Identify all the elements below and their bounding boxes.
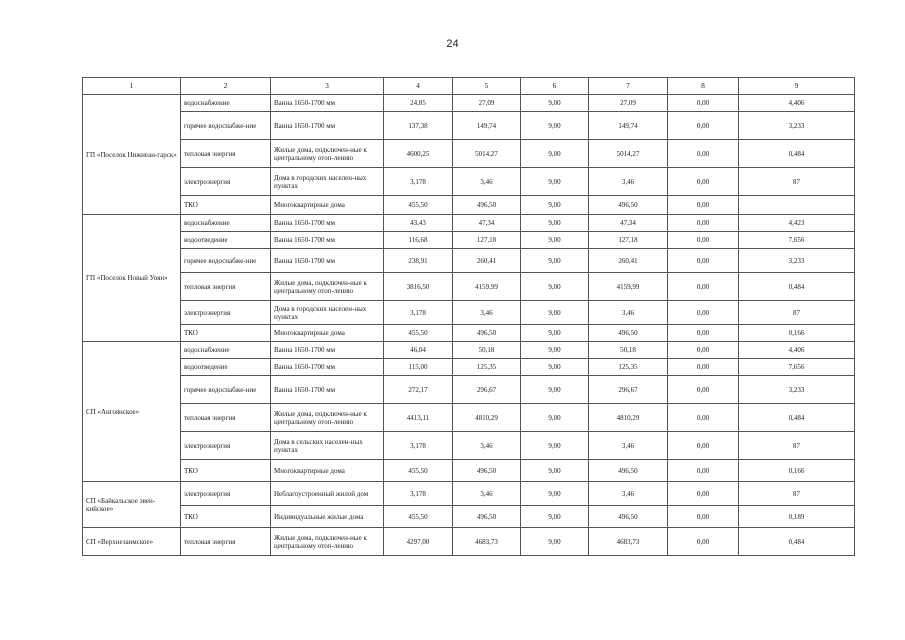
value-cell-v5: 125,35 (453, 359, 521, 376)
value-cell-v4: 455,50 (384, 460, 453, 482)
value-cell-v6: 9,00 (521, 432, 589, 460)
value-cell-v8: 0,00 (668, 506, 739, 528)
value-cell-v5: 496,50 (453, 325, 521, 342)
value-cell-v5: 4810,29 (453, 404, 521, 432)
value-cell-v5: 47,34 (453, 215, 521, 232)
service-cell: электроэнергия (181, 482, 271, 506)
value-cell-v4: 455,50 (384, 196, 453, 215)
category-cell: Ванна 1650-1700 мм (271, 215, 384, 232)
column-header: 5 (453, 78, 521, 95)
value-cell-v5: 496,50 (453, 196, 521, 215)
value-cell-v7: 4683,73 (589, 528, 668, 556)
value-cell-v4: 24,85 (384, 95, 453, 112)
value-cell-v8: 0,00 (668, 301, 739, 325)
table-row (83, 232, 855, 249)
value-cell-v8: 0,00 (668, 249, 739, 273)
value-cell-v6: 9,00 (521, 249, 589, 273)
value-cell-v9: 0,484 (739, 273, 855, 301)
value-cell-v8: 0,00 (668, 196, 739, 215)
service-cell: горячее водоснабже-ние (181, 376, 271, 404)
value-cell-v5: 50,18 (453, 342, 521, 359)
category-cell: Ванна 1650-1700 мм (271, 112, 384, 140)
value-cell-v9 (739, 196, 855, 215)
category-cell: Многоквартирные дома (271, 460, 384, 482)
service-cell: тепловая энергия (181, 528, 271, 556)
service-cell: электроэнергия (181, 301, 271, 325)
municipality-cell: СП «Байкальское эвен-кийское» (83, 482, 181, 528)
value-cell-v8: 0,00 (668, 273, 739, 301)
value-cell-v6: 9,00 (521, 359, 589, 376)
value-cell-v4: 455,50 (384, 506, 453, 528)
service-cell: водоотведение (181, 359, 271, 376)
table-row (83, 273, 855, 301)
table-header-row (83, 78, 855, 95)
value-cell-v7: 5014,27 (589, 140, 668, 168)
value-cell-v6: 9,00 (521, 112, 589, 140)
value-cell-v9: 0,166 (739, 460, 855, 482)
table-row (83, 215, 855, 232)
value-cell-v8: 0,00 (668, 359, 739, 376)
category-cell: Ванна 1650-1700 мм (271, 376, 384, 404)
value-cell-v7: 496,50 (589, 196, 668, 215)
table-row (83, 168, 855, 196)
value-cell-v9: 0,484 (739, 404, 855, 432)
table-row (83, 249, 855, 273)
value-cell-v7: 125,35 (589, 359, 668, 376)
municipality-cell: ГП «Поселок Новый Уоян» (83, 215, 181, 342)
service-cell: водоотведение (181, 232, 271, 249)
value-cell-v9: 4,406 (739, 95, 855, 112)
value-cell-v4: 3,178 (384, 432, 453, 460)
column-header: 2 (181, 78, 271, 95)
value-cell-v5: 3,46 (453, 168, 521, 196)
value-cell-v9: 7,656 (739, 232, 855, 249)
table-body (83, 95, 855, 556)
service-cell: ТКО (181, 325, 271, 342)
category-cell: Ванна 1650-1700 мм (271, 95, 384, 112)
value-cell-v7: 3,46 (589, 432, 668, 460)
service-cell: водоснабжение (181, 215, 271, 232)
value-cell-v5: 127,18 (453, 232, 521, 249)
value-cell-v4: 4413,11 (384, 404, 453, 432)
value-cell-v7: 47,34 (589, 215, 668, 232)
value-cell-v4: 46,04 (384, 342, 453, 359)
value-cell-v9: 0,166 (739, 325, 855, 342)
value-cell-v8: 0,00 (668, 342, 739, 359)
category-cell: Дома в городских населен-ных пунктах (271, 168, 384, 196)
value-cell-v5: 496,50 (453, 460, 521, 482)
value-cell-v4: 43,43 (384, 215, 453, 232)
category-cell: Дома в сельских населен-ных пунктах (271, 432, 384, 460)
value-cell-v6: 9,00 (521, 404, 589, 432)
municipality-cell: СП «Ангоянское» (83, 342, 181, 482)
value-cell-v7: 4810,29 (589, 404, 668, 432)
value-cell-v5: 3,46 (453, 482, 521, 506)
service-cell: горячее водоснабже-ние (181, 249, 271, 273)
service-cell: тепловая энергия (181, 404, 271, 432)
value-cell-v5: 496,50 (453, 506, 521, 528)
category-cell: Многоквартирные дома (271, 325, 384, 342)
value-cell-v6: 9,00 (521, 232, 589, 249)
value-cell-v6: 9,00 (521, 342, 589, 359)
value-cell-v4: 3,178 (384, 301, 453, 325)
value-cell-v9: 3,233 (739, 249, 855, 273)
value-cell-v9: 87 (739, 301, 855, 325)
value-cell-v7: 496,50 (589, 506, 668, 528)
value-cell-v5: 27,09 (453, 95, 521, 112)
value-cell-v4: 272,17 (384, 376, 453, 404)
category-cell: Многоквартирные дома (271, 196, 384, 215)
municipality-cell: ГП «Поселок Нижнеан-гарск» (83, 95, 181, 215)
table-row (83, 342, 855, 359)
value-cell-v5: 4159,99 (453, 273, 521, 301)
service-cell: водоснабжение (181, 95, 271, 112)
category-cell: Жилые дома, подключен-ные к центральному отоп-лению (271, 273, 384, 301)
table-row (83, 460, 855, 482)
category-cell: Ванна 1650-1700 мм (271, 249, 384, 273)
value-cell-v7: 3,46 (589, 301, 668, 325)
service-cell: горячее водоснабже-ние (181, 112, 271, 140)
value-cell-v6: 9,00 (521, 460, 589, 482)
value-cell-v8: 0,00 (668, 482, 739, 506)
value-cell-v6: 9,00 (521, 273, 589, 301)
value-cell-v7: 27,09 (589, 95, 668, 112)
value-cell-v7: 296,67 (589, 376, 668, 404)
column-header: 8 (668, 78, 739, 95)
column-header: 9 (739, 78, 855, 95)
column-header: 3 (271, 78, 384, 95)
value-cell-v4: 455,50 (384, 325, 453, 342)
column-header: 6 (521, 78, 589, 95)
column-header: 1 (83, 78, 181, 95)
value-cell-v9: 87 (739, 482, 855, 506)
value-cell-v9: 4,423 (739, 215, 855, 232)
value-cell-v8: 0,00 (668, 140, 739, 168)
value-cell-v4: 116,68 (384, 232, 453, 249)
table-row (83, 301, 855, 325)
table-row (83, 404, 855, 432)
table-row (83, 112, 855, 140)
table-row (83, 528, 855, 556)
value-cell-v8: 0,00 (668, 528, 739, 556)
value-cell-v9: 0,484 (739, 528, 855, 556)
value-cell-v6: 9,00 (521, 168, 589, 196)
value-cell-v5: 4683,73 (453, 528, 521, 556)
table-row (83, 506, 855, 528)
service-cell: электроэнергия (181, 432, 271, 460)
value-cell-v9: 7,656 (739, 359, 855, 376)
table-row (83, 376, 855, 404)
service-cell: ТКО (181, 460, 271, 482)
value-cell-v6: 9,00 (521, 376, 589, 404)
table-row (83, 196, 855, 215)
value-cell-v9: 3,233 (739, 376, 855, 404)
value-cell-v7: 50,18 (589, 342, 668, 359)
value-cell-v7: 3,46 (589, 168, 668, 196)
value-cell-v6: 9,00 (521, 528, 589, 556)
value-cell-v6: 9,00 (521, 196, 589, 215)
value-cell-v4: 115,00 (384, 359, 453, 376)
value-cell-v6: 9,00 (521, 140, 589, 168)
value-cell-v5: 3,46 (453, 301, 521, 325)
category-cell: Дома в городских населен-ных пунктах (271, 301, 384, 325)
service-cell: тепловая энергия (181, 273, 271, 301)
value-cell-v8: 0,00 (668, 376, 739, 404)
value-cell-v7: 3,46 (589, 482, 668, 506)
value-cell-v9: 87 (739, 432, 855, 460)
value-cell-v6: 9,00 (521, 482, 589, 506)
value-cell-v5: 3,46 (453, 432, 521, 460)
tariff-table (82, 77, 855, 556)
value-cell-v9: 4,406 (739, 342, 855, 359)
value-cell-v7: 149,74 (589, 112, 668, 140)
page-number: 24 (446, 38, 459, 50)
category-cell: Жилые дома, подключен-ные к центральному отоп-лению (271, 404, 384, 432)
value-cell-v9: 3,233 (739, 112, 855, 140)
value-cell-v8: 0,00 (668, 215, 739, 232)
value-cell-v9: 0,189 (739, 506, 855, 528)
value-cell-v8: 0,00 (668, 325, 739, 342)
value-cell-v8: 0,00 (668, 112, 739, 140)
value-cell-v4: 137,38 (384, 112, 453, 140)
table-row (83, 95, 855, 112)
value-cell-v5: 149,74 (453, 112, 521, 140)
value-cell-v7: 4159,99 (589, 273, 668, 301)
column-header: 7 (589, 78, 668, 95)
value-cell-v8: 0,00 (668, 432, 739, 460)
value-cell-v9: 87 (739, 168, 855, 196)
value-cell-v7: 260,41 (589, 249, 668, 273)
value-cell-v5: 5014,27 (453, 140, 521, 168)
category-cell: Ванна 1650-1700 мм (271, 342, 384, 359)
value-cell-v6: 9,00 (521, 95, 589, 112)
value-cell-v8: 0,00 (668, 460, 739, 482)
value-cell-v4: 3,178 (384, 482, 453, 506)
value-cell-v8: 0,00 (668, 232, 739, 249)
value-cell-v5: 260,41 (453, 249, 521, 273)
table-row (83, 482, 855, 506)
category-cell: Жилые дома, подключен-ные к центральному отоп-лению (271, 528, 384, 556)
value-cell-v6: 9,00 (521, 301, 589, 325)
value-cell-v8: 0,00 (668, 404, 739, 432)
value-cell-v4: 238,91 (384, 249, 453, 273)
value-cell-v7: 496,50 (589, 460, 668, 482)
category-cell: Жилые дома, подключен-ные к центральному отоп-лению (271, 140, 384, 168)
service-cell: тепловая энергия (181, 140, 271, 168)
value-cell-v4: 3816,50 (384, 273, 453, 301)
category-cell: Ванна 1650-1700 мм (271, 359, 384, 376)
value-cell-v4: 4297,00 (384, 528, 453, 556)
municipality-cell: СП «Верхнезаимское» (83, 528, 181, 556)
value-cell-v4: 3,178 (384, 168, 453, 196)
category-cell: Неблагоустроенный жилой дом (271, 482, 384, 506)
service-cell: электроэнергия (181, 168, 271, 196)
column-header: 4 (384, 78, 453, 95)
table-row (83, 325, 855, 342)
value-cell-v6: 9,00 (521, 325, 589, 342)
value-cell-v8: 0,00 (668, 168, 739, 196)
category-cell: Ванна 1650-1700 мм (271, 232, 384, 249)
value-cell-v7: 127,18 (589, 232, 668, 249)
value-cell-v5: 296,67 (453, 376, 521, 404)
table-row (83, 359, 855, 376)
value-cell-v8: 0,00 (668, 95, 739, 112)
value-cell-v6: 9,00 (521, 506, 589, 528)
value-cell-v6: 9,00 (521, 215, 589, 232)
service-cell: ТКО (181, 196, 271, 215)
value-cell-v7: 496,50 (589, 325, 668, 342)
category-cell: Индивидуальные жилые дома (271, 506, 384, 528)
value-cell-v9: 0,484 (739, 140, 855, 168)
service-cell: водоснабжение (181, 342, 271, 359)
value-cell-v4: 4600,25 (384, 140, 453, 168)
table-row (83, 432, 855, 460)
table-row (83, 140, 855, 168)
service-cell: ТКО (181, 506, 271, 528)
